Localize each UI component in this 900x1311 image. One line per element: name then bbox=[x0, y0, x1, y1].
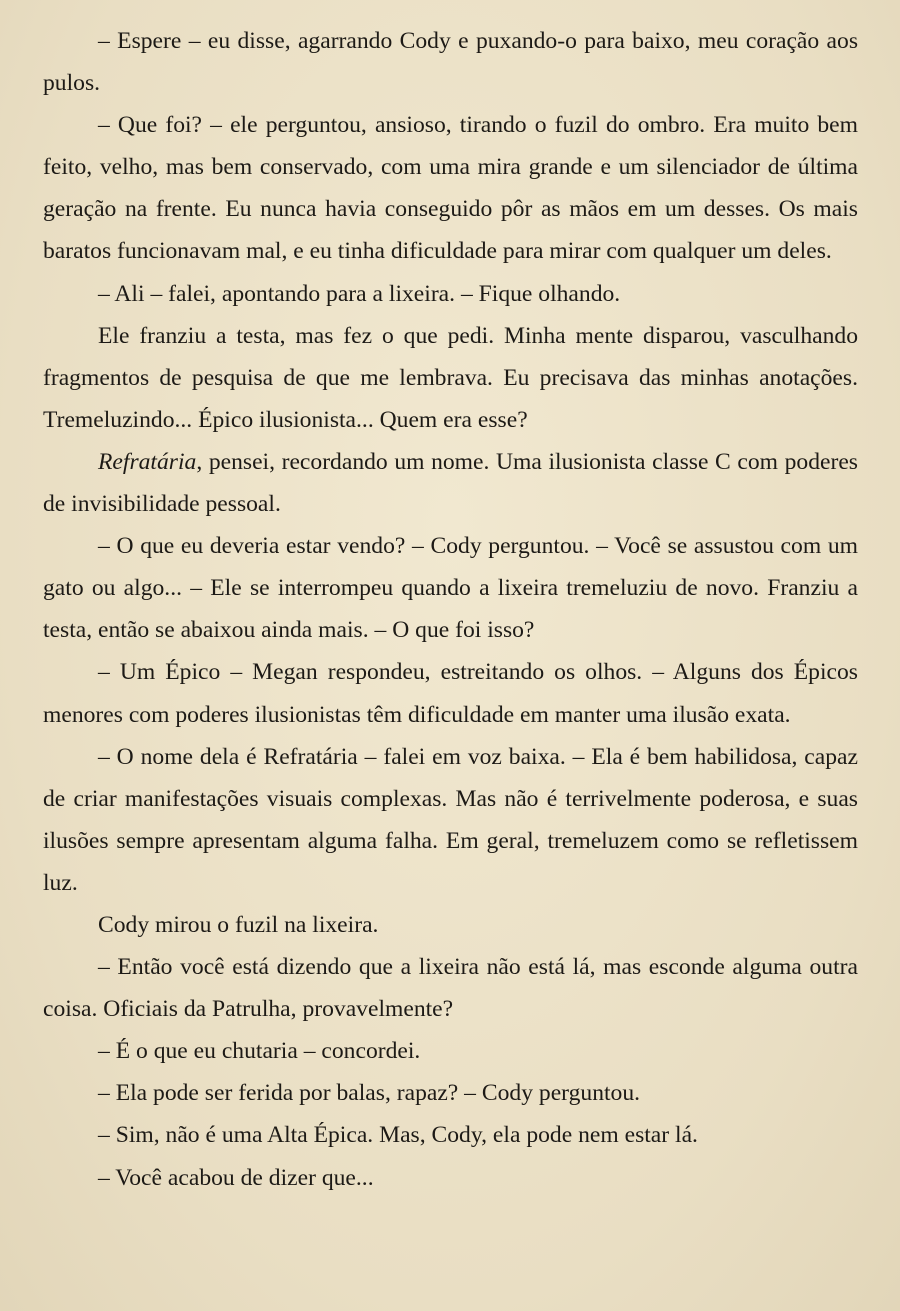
paragraph: – Espere – eu disse, agarrando Cody e puxando-o para baixo, meu coração aos pulos. bbox=[43, 28, 858, 97]
paragraph: Ele franziu a testa, mas fez o que pedi. Minha mente disparou, vasculhando fragmentos de pesquisa de que me lembrava. Eu precisava das minhas anotações. Tremeluzindo... Épico ilusionista... Quem era esse? bbox=[43, 322, 858, 433]
paragraph bbox=[43, 441, 858, 525]
paragraph: – Você acabou de dizer que... bbox=[98, 1164, 374, 1191]
paragraph: – Ali – falei, apontando para a lixeira. – Fique olhando. bbox=[98, 280, 621, 307]
paragraph: – Ela pode ser ferida por balas, rapaz? – Cody perguntou. bbox=[98, 1080, 641, 1107]
paragraph: – Então você está dizendo que a lixeira não está lá, mas esconde alguma outra coisa. Oficiais da Patrulha, provavelmente? bbox=[43, 954, 858, 1023]
paragraph: – Um Épico – Megan respondeu, estreitando os olhos. – Alguns dos Épicos menores com poderes ilusionistas têm dificuldade em manter uma ilusão exata. bbox=[43, 659, 858, 728]
paragraph-text: , pensei, recordando um nome. Uma ilusionista classe C com poderes de invisibilidade pessoal. bbox=[43, 448, 858, 518]
paragraph: Cody mirou o fuzil na lixeira. bbox=[98, 911, 379, 938]
text-column bbox=[43, 20, 858, 1199]
italic-character-name: Refratária bbox=[98, 448, 197, 475]
paragraph: – O que eu deveria estar vendo? – Cody perguntou. – Você se assustou com um gato ou algo... – Ele se interrompeu quando a lixeira tremeluziu de novo. Franziu a testa, então se abaixou ainda mais. – O que foi isso? bbox=[43, 533, 858, 644]
paragraph: – O nome dela é Refratária – falei em voz baixa. – Ela é bem habilidosa, capaz de criar manifestações visuais complexas. Mas não é terrivelmente poderosa, e suas ilusões sempre apresentam alguma falha. Em geral, tremeluzem como se refletissem luz. bbox=[43, 743, 858, 896]
paragraph: – Que foi? – ele perguntou, ansioso, tirando o fuzil do ombro. Era muito bem feito, velho, mas bem conservado, com uma mira grande e um silenciador de última geração na frente. Eu nunca havia conseguido pôr as mãos em um desses. Os mais baratos funcionavam mal, e eu tinha dificuldade para mirar com qualquer um deles. bbox=[43, 112, 858, 265]
paragraph: – Sim, não é uma Alta Épica. Mas, Cody, ela pode nem estar lá. bbox=[98, 1122, 698, 1149]
paragraph: – É o que eu chutaria – concordei. bbox=[98, 1038, 421, 1065]
